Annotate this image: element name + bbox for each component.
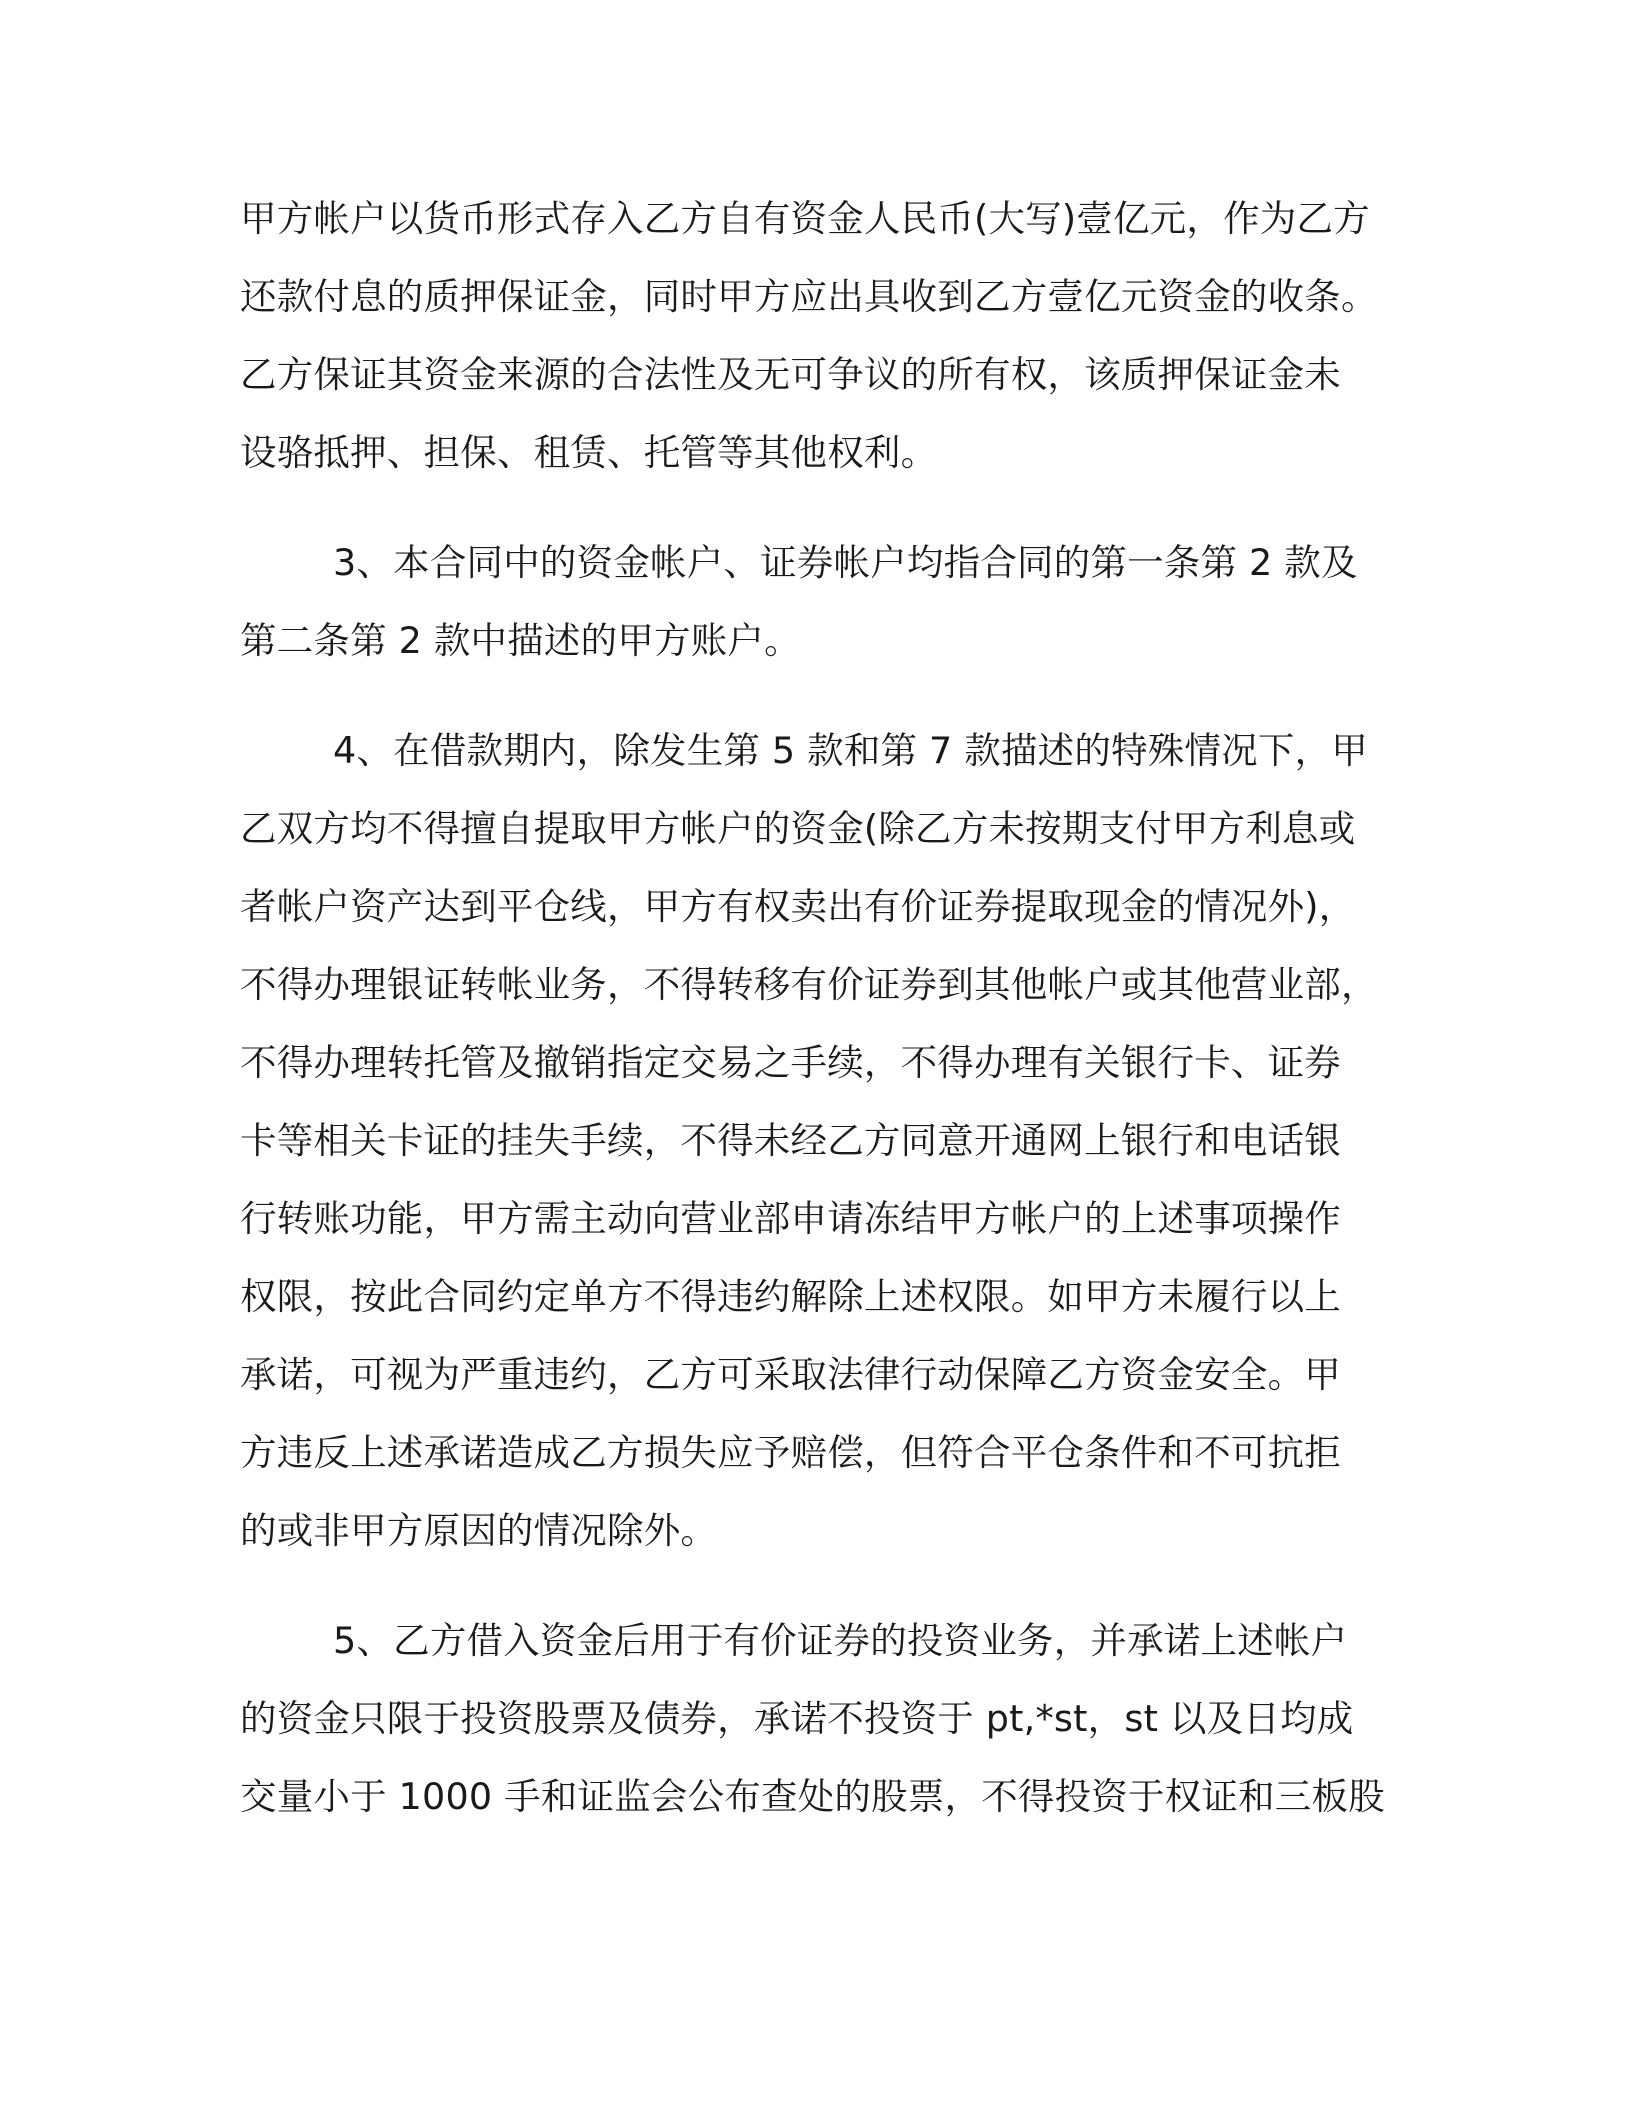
text-line: 乙双方均不得擅自提取甲方帐户的资金(除乙方未按期支付甲方利息或 bbox=[240, 807, 1356, 850]
text-line: 还款付息的质押保证金，同时甲方应出具收到乙方壹亿元资金的收条。 bbox=[240, 275, 1378, 318]
text-line: 乙方保证其资金来源的合法性及无可争议的所有权，该质押保证金未 bbox=[240, 353, 1341, 396]
text-line: 3、本合同中的资金帐户、证券帐户均指合同的第一条第 2 款及 bbox=[333, 541, 1358, 584]
text-line: 卡等相关卡证的挂失手续，不得未经乙方同意开通网上银行和电话银 bbox=[240, 1119, 1341, 1162]
document-body bbox=[240, 180, 1390, 1836]
text-line: 甲方帐户以货币形式存入乙方自有资金人民币(大写)壹亿元，作为乙方 bbox=[240, 197, 1370, 240]
text-line: 的资金只限于投资股票及债券，承诺不投资于 pt,*st，st 以及日均成 bbox=[240, 1697, 1354, 1740]
text-line: 者帐户资产达到平仓线，甲方有权卖出有价证券提取现金的情况外)， bbox=[240, 885, 1356, 928]
text-line: 权限，按此合同约定单方不得违约解除上述权限。如甲方未履行以上 bbox=[240, 1275, 1341, 1318]
paragraph-clause-4 bbox=[240, 712, 1390, 1570]
paragraph-deposit-terms bbox=[240, 180, 1390, 492]
text-line: 承诺，可视为严重违约，乙方可采取法律行动保障乙方资金安全。甲 bbox=[240, 1353, 1341, 1396]
text-line: 设骆抵押、担保、租赁、托管等其他权利。 bbox=[240, 431, 938, 474]
text-line: 的或非甲方原因的情况除外。 bbox=[240, 1509, 718, 1552]
text-line: 交量小于 1000 手和证监会公布查处的股票，不得投资于权证和三板股 bbox=[240, 1775, 1385, 1818]
text-line: 方违反上述承诺造成乙方损失应予赔偿，但符合平仓条件和不可抗拒 bbox=[240, 1431, 1341, 1474]
text-line: 不得办理转托管及撤销指定交易之手续，不得办理有关银行卡、证券 bbox=[240, 1041, 1341, 1084]
paragraph-clause-5 bbox=[240, 1602, 1390, 1836]
text-line: 行转账功能，甲方需主动向营业部申请冻结甲方帐户的上述事项操作 bbox=[240, 1197, 1341, 1240]
paragraph-clause-3 bbox=[240, 524, 1390, 680]
text-line: 第二条第 2 款中描述的甲方账户。 bbox=[240, 619, 801, 662]
text-line: 4、在借款期内，除发生第 5 款和第 7 款描述的特殊情况下，甲 bbox=[333, 729, 1368, 772]
text-line: 不得办理银证转帐业务，不得转移有价证券到其他帐户或其他营业部， bbox=[240, 963, 1378, 1006]
text-line: 5、乙方借入资金后用于有价证券的投资业务，并承诺上述帐户 bbox=[333, 1619, 1348, 1662]
